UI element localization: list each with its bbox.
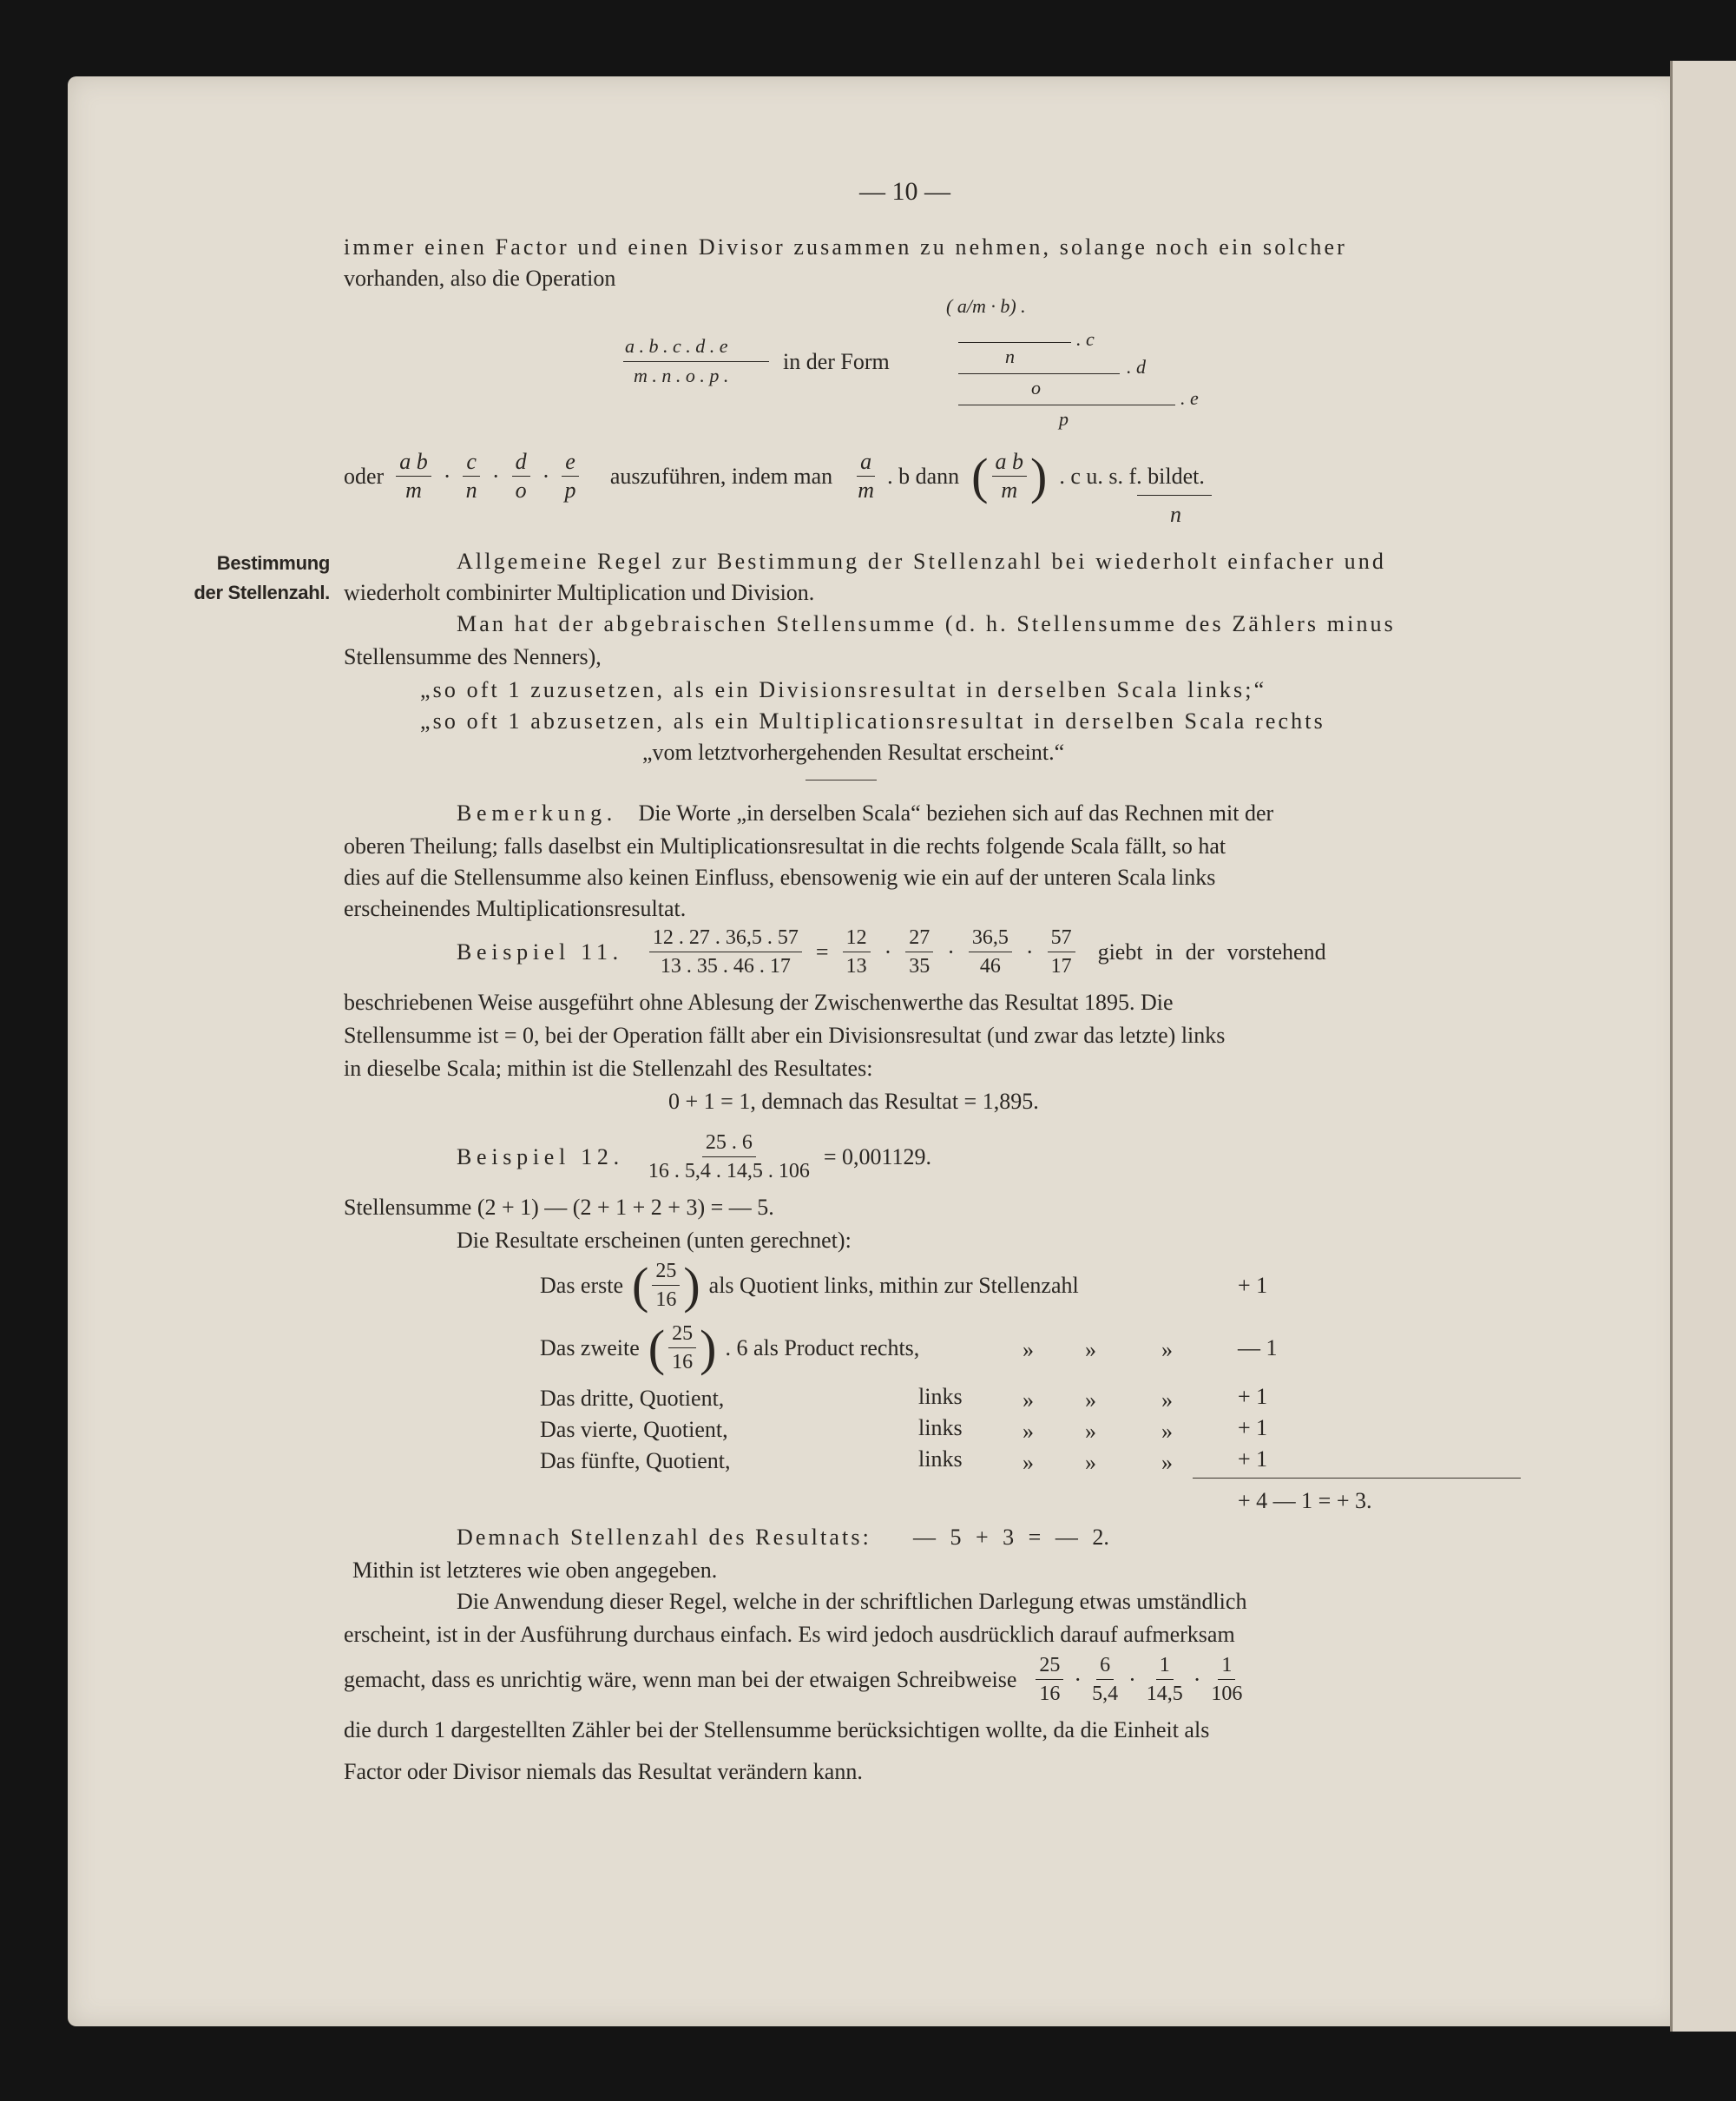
beispiel-11-line-5: 0 + 1 = 1, demnach das Resultat = 1,895. [668, 1089, 1039, 1114]
result-3-side: links [918, 1384, 963, 1409]
beispiel-11-formula [457, 924, 1326, 980]
page-number: — 10 — [859, 177, 950, 206]
formula1-c: . c [1076, 328, 1095, 350]
formula2-dot: · [443, 463, 451, 489]
bemerkung-line-4: erscheinendes Multiplicationsresultat. [344, 896, 687, 921]
result-2-value: — 1 [1238, 1335, 1278, 1360]
beispiel-11-line-4: in dieselbe Scala; mithin ist die Stellenzahl des Resultates: [344, 1056, 873, 1081]
beispiel-11-dot: · [1025, 939, 1034, 965]
closing-frac-2: $\frac{6}{5,4}$ [1092, 1651, 1118, 1708]
ditto-mark: » [1023, 1337, 1034, 1362]
beispiel-11-dot: · [947, 939, 955, 965]
ditto-mark: » [1161, 1337, 1173, 1362]
rule-line-4: Stellensumme des Nenners), [344, 644, 602, 669]
result-1-fraction: $\frac{25}{16}$ [652, 1257, 680, 1314]
ditto-mark: » [1085, 1387, 1096, 1413]
result-5-label: Das fünfte, Quotient, [540, 1448, 731, 1473]
beispiel-11-main-fraction: $\frac{12 . 27 . 36,5 . 57}{13 . 35 . 46 . 17}$ [649, 924, 802, 980]
bemerkung-line-2: oberen Theilung; falls daselbst ein Multiplicationsresultat in die rechts folgende Scala fällt, so hat [344, 833, 1226, 859]
formula1-nested-top: ( a/m · b) . [946, 295, 1026, 317]
beispiel-11-line-2: beschriebenen Weise ausgeführt ohne Ablesung der Zwischenwerthe das Resultat 1895. Die [344, 990, 1174, 1015]
intro-line-2: vorhanden, also die Operation [344, 266, 616, 291]
closing-frac-1: $\frac{25}{16}$ [1036, 1651, 1063, 1708]
rule-line-1: Allgemeine Regel zur Bestimmung der Stellenzahl bei wiederholt einfacher und [457, 549, 1387, 574]
formula2-frac-d-o: $\frac{d}{o}$ [512, 448, 530, 504]
formula2-under-bar [1137, 495, 1212, 496]
beispiel-11-frac-a: $\frac{12}{13}$ [843, 924, 871, 980]
paren-close: ) [700, 1319, 717, 1376]
bemerkung-label: Bemerkung. [457, 800, 618, 826]
closing-frac-3: $\frac{1}{14,5}$ [1147, 1651, 1183, 1708]
formula2-oder: oder [344, 463, 385, 489]
result-2-tail: . 6 als Product rechts, [725, 1334, 920, 1360]
ditto-mark: » [1085, 1450, 1096, 1475]
formula1-e: . e [1180, 387, 1199, 409]
beispiel-11-frac-c: $\frac{36,5}{46}$ [969, 924, 1012, 980]
result-2-label: Das zweite [540, 1334, 640, 1360]
closing-frac-4: $\frac{1}{106}$ [1211, 1651, 1242, 1708]
beispiel-11-dot: · [884, 939, 892, 965]
formula2-dot: · [491, 463, 500, 489]
formula2-text-1: auszuführen, indem man [609, 463, 833, 489]
formula2-text-3: . c u. s. f. bildet. [1059, 463, 1205, 489]
beispiel-12-line-3: Die Resultate erscheinen (unten gerechnet): [457, 1228, 852, 1253]
formula1-o: o [1031, 377, 1041, 398]
closing-line-5: die durch 1 dargestellten Zähler bei der Stellensumme berücksichtigen wollte, da die Einheit als [344, 1717, 1210, 1742]
rule-line-2: wiederholt combinirter Multiplication und Division. [344, 580, 815, 605]
result-5-value: + 1 [1238, 1446, 1268, 1472]
result-5-side: links [918, 1446, 963, 1472]
beispiel-11-after: giebt in der vorstehend [1097, 939, 1326, 965]
formula2-paren-close: ) [1030, 447, 1048, 504]
sum-rule [1193, 1478, 1521, 1479]
formula2-under-n: n [1170, 502, 1181, 527]
margin-note-1: Bestimmung [216, 552, 330, 574]
paren-open: ( [632, 1256, 649, 1314]
margin-note-2: der Stellenzahl. [194, 582, 330, 603]
result-2-fraction: $\frac{25}{16}$ [668, 1320, 696, 1376]
beispiel-11-frac-b: $\frac{27}{35}$ [905, 924, 933, 980]
formula1-in-der-form: in der Form [783, 349, 890, 374]
closing-line-6: Factor oder Divisor niemals das Resultat verändern kann. [344, 1759, 863, 1784]
formula2-frac-c-n: $\frac{c}{n}$ [463, 448, 480, 504]
rule-line-3: Man hat der abgebraischen Stellensumme (d. h. Stellensumme des Zählers minus [457, 611, 1396, 636]
result-3-label: Das dritte, Quotient, [540, 1386, 725, 1411]
beispiel-12-fraction: $\frac{25 . 6}{16 . 5,4 . 14,5 . 106}$ [648, 1129, 810, 1185]
formula1-numerator: a . b . c . d . e [625, 335, 728, 357]
result-row-2 [540, 1320, 919, 1376]
formula2-text-2: . b dann [887, 463, 960, 489]
beispiel-11-frac-d: $\frac{57}{17}$ [1048, 924, 1075, 980]
rule-line-5: „so oft 1 zuzusetzen, als ein Divisionsresultat in derselben Scala links;“ [420, 677, 1267, 702]
formula1-bar-o [958, 373, 1120, 374]
result-4-side: links [918, 1415, 963, 1440]
result-3-value: + 1 [1238, 1384, 1268, 1409]
result-1-tail: als Quotient links, mithin zur Stellenzahl [708, 1272, 1079, 1298]
beispiel-12-formula [457, 1129, 931, 1185]
paren-open: ( [648, 1319, 666, 1376]
result-1-value: + 1 [1238, 1273, 1268, 1298]
bemerkung-line-1 [457, 797, 1273, 830]
result-row-1 [540, 1257, 1079, 1314]
paren-close: ) [683, 1256, 700, 1314]
bemerkung-line-3: dies auf die Stellensumme also keinen Einfluss, ebensowenig wie ein auf der unteren Scala links [344, 865, 1216, 890]
result-4-value: + 1 [1238, 1415, 1268, 1440]
formula2-paren-open: ( [971, 447, 989, 504]
formula2-frac-ab-m-2: $\frac{\text{a b}}{m}$ [992, 448, 1028, 504]
ditto-mark: » [1161, 1419, 1173, 1444]
closing-dot: · [1193, 1666, 1201, 1692]
beispiel-12-result: = 0,001129. [823, 1143, 932, 1169]
formula2-frac-e-p: $\frac{e}{p}$ [562, 448, 579, 504]
ditto-mark: » [1161, 1450, 1173, 1475]
closing-line-1: Mithin ist letzteres wie oben angegeben. [352, 1558, 718, 1583]
ditto-mark: » [1085, 1337, 1096, 1362]
formula1-denominator: m . n . o . p . [634, 365, 729, 386]
adjacent-page-edge [1670, 61, 1736, 2032]
closing-line-2: Die Anwendung dieser Regel, welche in der schriftlichen Darlegung etwas umständlich [457, 1589, 1247, 1614]
demnach-label: Demnach Stellenzahl des Resultats: [457, 1525, 871, 1550]
closing-line-4-text: gemacht, dass es unrichtig wäre, wenn man bei der etwaigen Schreibweise [344, 1666, 1017, 1692]
formula2-dot: · [542, 463, 550, 489]
closing-line-4 [344, 1651, 1242, 1708]
beispiel-12-label: Beispiel 12. [457, 1143, 624, 1169]
formula1-bar [623, 361, 769, 362]
rule-line-7: „vom letztvorhergehenden Resultat erscheint.“ [642, 740, 1065, 765]
sum-line: + 4 — 1 = + 3. [1238, 1488, 1372, 1513]
formula2-frac-ab-m: $\frac{\text{a b}}{m}$ [396, 448, 431, 504]
closing-line-3: erscheint, ist in der Ausführung durchaus einfach. Es wird jedoch ausdrücklich darauf aufmerksam [344, 1622, 1235, 1647]
ditto-mark: » [1161, 1387, 1173, 1413]
result-1-label: Das erste [540, 1272, 624, 1298]
beispiel-11-line-3: Stellensumme ist = 0, bei der Operation fällt aber ein Divisionsresultat (und zwar das letzte) links [344, 1023, 1226, 1048]
ditto-mark: » [1085, 1419, 1096, 1444]
ditto-mark: » [1023, 1387, 1034, 1413]
formula2-frac-a-m: $\frac{a}{m}$ [858, 449, 875, 503]
formula1-d: . d [1127, 356, 1146, 378]
formula1-n: n [1005, 346, 1015, 367]
formula1-bar-n [958, 342, 1071, 343]
beispiel-12-line-2: Stellensumme (2 + 1) — (2 + 1 + 2 + 3) = — 5. [344, 1195, 774, 1220]
formula1-p: p [1059, 408, 1069, 430]
ditto-mark: » [1023, 1450, 1034, 1475]
closing-dot: · [1074, 1666, 1082, 1692]
ditto-mark: » [1023, 1419, 1034, 1444]
beispiel-11-label: Beispiel 11. [457, 939, 623, 965]
rule-line-6: „so oft 1 abzusetzen, als ein Multiplicationsresultat in derselben Scala rechts [420, 708, 1325, 734]
bemerkung-text-1: Die Worte „in derselben Scala“ beziehen sich auf das Rechnen mit der [638, 800, 1274, 826]
demnach-calc: — 5 + 3 = — 2. [913, 1525, 1109, 1550]
intro-line-1: immer einen Factor und einen Divisor zusammen zu nehmen, solange noch ein solcher [344, 234, 1347, 260]
closing-dot: · [1128, 1666, 1136, 1692]
result-4-label: Das vierte, Quotient, [540, 1417, 728, 1442]
beispiel-11-equals: = [815, 939, 829, 965]
formula-2 [344, 448, 1205, 504]
